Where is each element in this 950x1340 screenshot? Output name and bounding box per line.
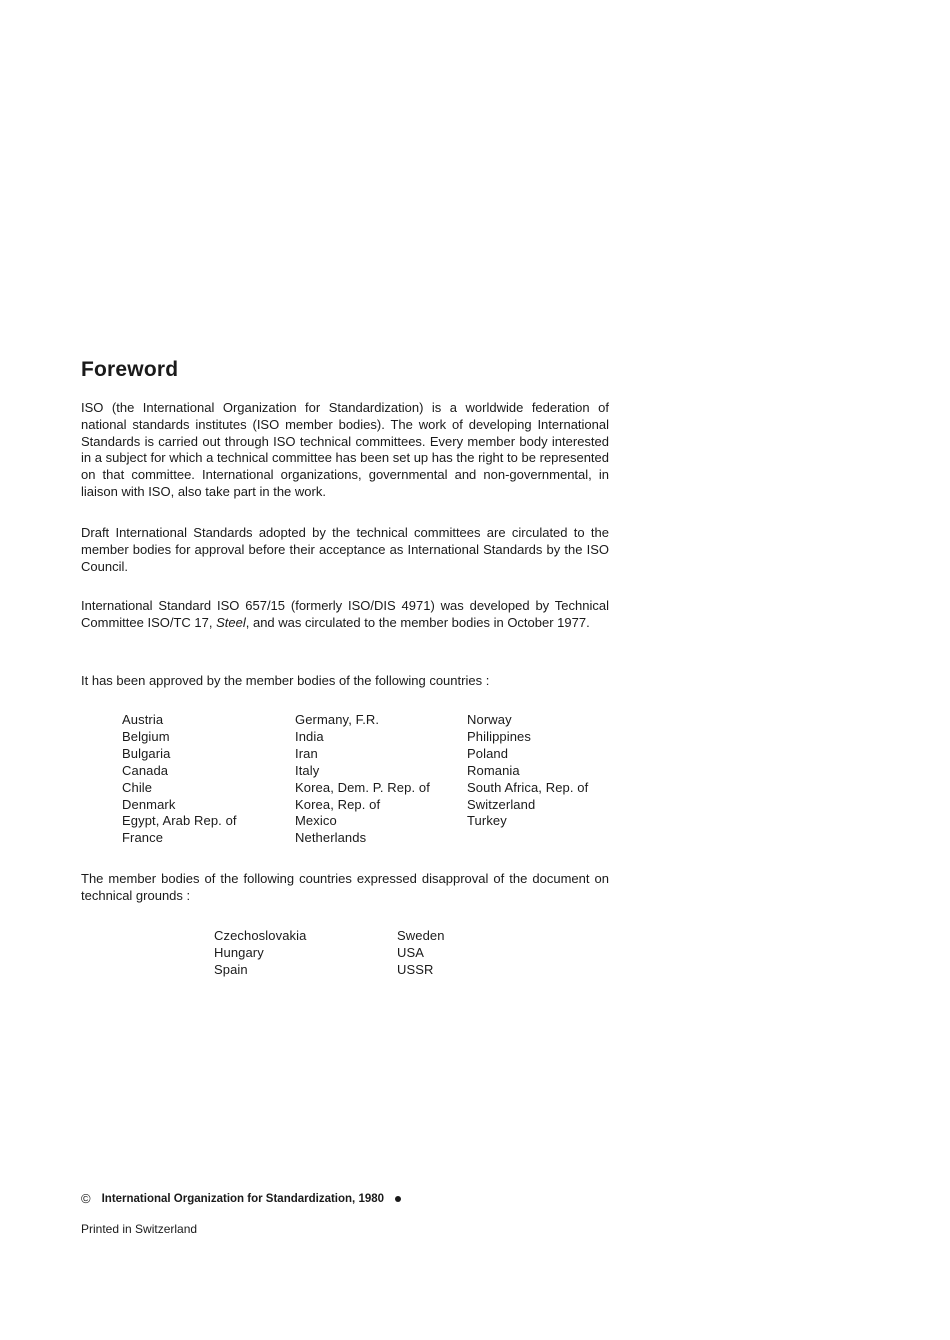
country-item: Chile xyxy=(122,779,153,795)
standard-development-paragraph xyxy=(81,598,609,632)
p3-text-after: , and was circulated to the member bodies in October 1977. xyxy=(245,614,590,630)
country-item: Korea, Dem. P. Rep. of xyxy=(295,779,430,795)
country-item: Romania xyxy=(467,762,520,778)
country-item: Canada xyxy=(122,762,169,778)
country-item: Germany, F.R. xyxy=(295,712,380,727)
country-item: India xyxy=(295,728,324,744)
country-item: Bulgaria xyxy=(122,745,171,761)
disapproved-countries-column-2 xyxy=(397,928,445,979)
disapproval-paragraph: The member bodies of the following countries expressed disapproval of the document on technical grounds : xyxy=(81,871,609,903)
country-item: Sweden xyxy=(397,928,445,943)
p3-italic-steel: Steel xyxy=(216,614,246,630)
draft-standards-paragraph: Draft International Standards adopted by the technical committees are circulated to the member bodies for approval before their acceptance as International Standards by the ISO Council. xyxy=(81,525,609,574)
disapproved-countries-column-1 xyxy=(214,928,306,979)
approved-countries-column-3 xyxy=(467,712,588,830)
approved-countries-column-2 xyxy=(295,712,430,847)
country-item: USA xyxy=(397,944,425,960)
country-item: Turkey xyxy=(467,813,507,829)
country-item: Denmark xyxy=(122,796,176,812)
country-item: Netherlands xyxy=(295,830,367,846)
country-item: USSR xyxy=(397,961,434,977)
country-item: Norway xyxy=(467,712,512,727)
country-item: Belgium xyxy=(122,728,170,744)
country-item: South Africa, Rep. of xyxy=(467,779,589,795)
copyright-line xyxy=(81,1191,401,1206)
country-item: Egypt, Arab Rep. of xyxy=(122,813,237,829)
approval-intro-paragraph: It has been approved by the member bodies of the following countries : xyxy=(81,673,490,688)
country-item: Iran xyxy=(295,745,318,761)
country-item: Poland xyxy=(467,745,509,761)
intro-paragraph: ISO (the International Organization for Standardization) is a worldwide federation of national standards institutes (ISO member bodies). The work of developing International Standards is carried out through ISO technical committees. Every member body interested in a subject for which a technical committee has been set up has the right to be represented on that committee. International organizations, governmental and non-governmental, in liaison with ISO, also take part in the work. xyxy=(81,400,609,499)
foreword-heading: Foreword xyxy=(81,358,179,381)
country-item: Mexico xyxy=(295,813,337,829)
country-item: Austria xyxy=(122,712,164,727)
copyright-text: International Organization for Standardization, 1980 xyxy=(101,1192,385,1205)
printed-in-note: Printed in Switzerland xyxy=(81,1222,198,1236)
country-item: Czechoslovakia xyxy=(214,928,307,943)
p3-text-before: International Standard ISO 657/15 (formerly ISO/DIS 4971) was developed by Technical Committee ISO/TC 17, xyxy=(81,598,609,630)
country-item: Korea, Rep. of xyxy=(295,796,381,812)
country-item: Philippines xyxy=(467,728,531,744)
country-item: Hungary xyxy=(214,944,264,960)
bullet-dot-icon xyxy=(395,1196,401,1202)
country-item: France xyxy=(122,830,164,846)
copyright-icon: © xyxy=(81,1191,91,1206)
country-item: Spain xyxy=(214,961,248,977)
approved-countries-column-1 xyxy=(122,712,237,847)
country-item: Switzerland xyxy=(467,796,536,812)
country-item: Italy xyxy=(295,762,320,778)
